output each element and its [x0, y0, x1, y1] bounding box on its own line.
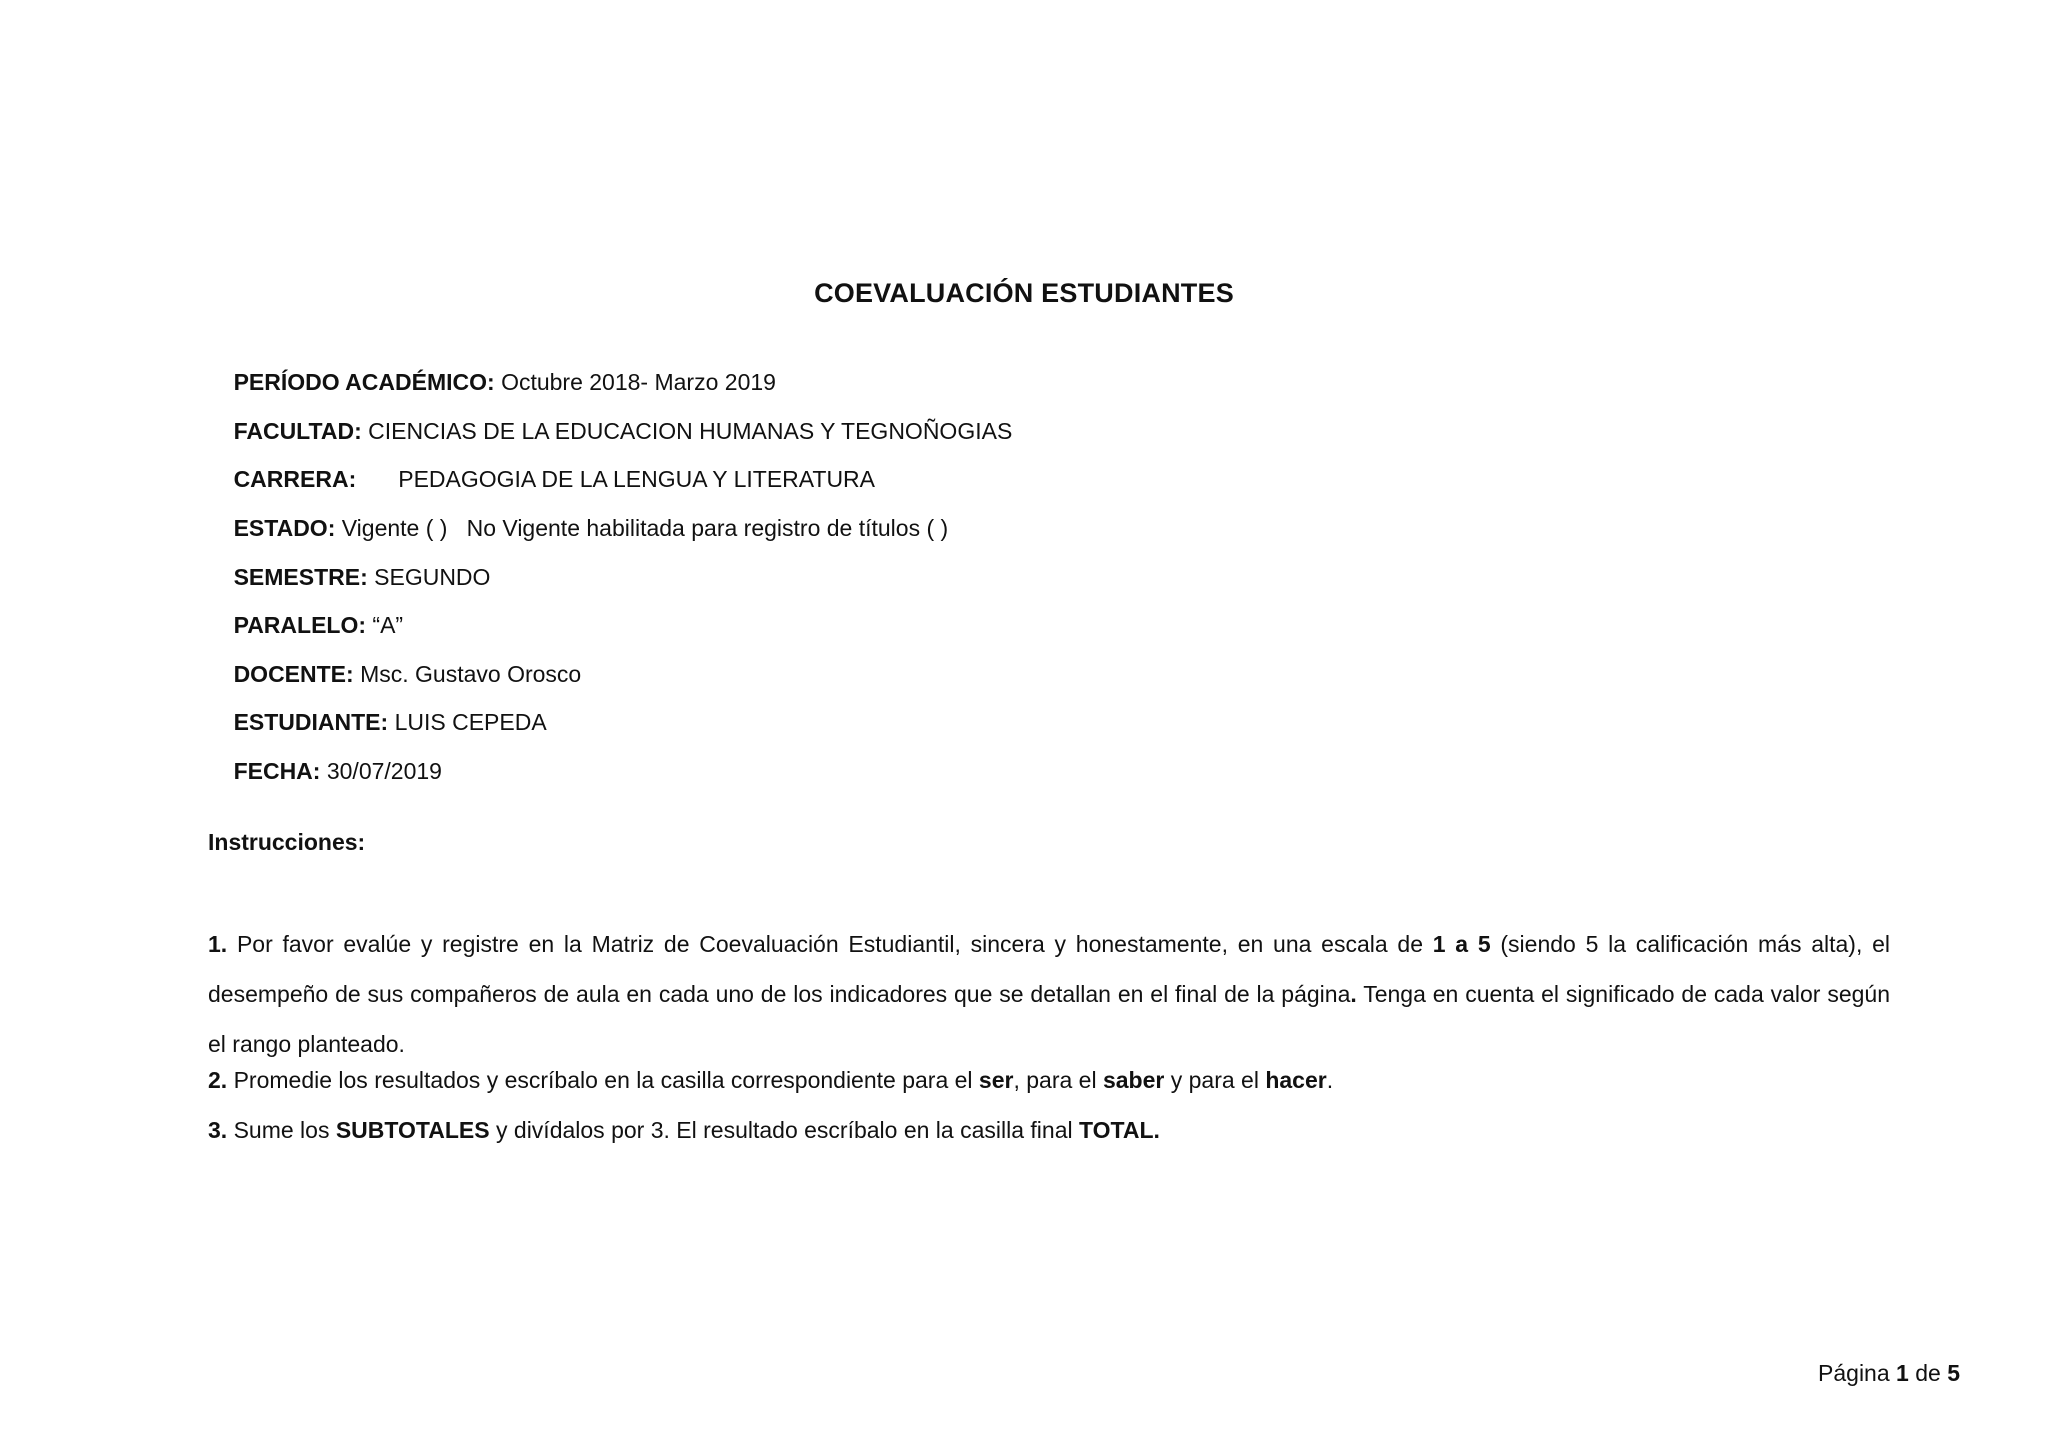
instruction-text: (siendo 5 la calificación más alta), el desempeño de sus compañeros de aula en cada uno de los indicadores que se detallan en el final de la página — [208, 931, 1891, 1007]
instructions-heading: Instrucciones: — [208, 829, 366, 855]
instruction-text: Sume los — [227, 1117, 336, 1143]
instruction-text: . — [1326, 1067, 1334, 1093]
page-number-footer — [1818, 1360, 1960, 1387]
field-label: FECHA: — [233, 758, 321, 784]
instruction-number: 2. — [208, 1067, 228, 1093]
instruction-number: 3. — [208, 1117, 228, 1143]
field-value: SEGUNDO — [374, 564, 491, 590]
field-value: CIENCIAS DE LA EDUCACION HUMANAS Y TEGNOÑOGIAS — [368, 418, 1013, 444]
instruction-text: , para el — [1013, 1067, 1103, 1093]
instruction-item-1 — [208, 919, 1890, 1069]
field-fecha — [208, 731, 442, 812]
field-label: PERÍODO ACADÉMICO: — [233, 369, 495, 395]
instruction-item-3 — [208, 1117, 1160, 1144]
field-label: ESTUDIANTE: — [233, 709, 389, 735]
instruction-text: Promedie los resultados y escríbalo en la casilla correspondiente para el — [227, 1067, 979, 1093]
field-label: PARALELO: — [233, 612, 367, 638]
instruction-emphasis: ser — [978, 1067, 1014, 1093]
instruction-text: Tenga en cuenta el significado de cada valor según el rango planteado. — [208, 981, 1890, 1057]
instruction-text: y para el — [1164, 1067, 1266, 1093]
field-value: 30/07/2019 — [326, 758, 442, 784]
instruction-emphasis: saber — [1102, 1067, 1165, 1093]
field-label: FACULTAD: — [233, 418, 362, 444]
field-value: Octubre 2018- Marzo 2019 — [501, 369, 776, 395]
field-value: Vigente ( ) No Vigente habilitada para registro de títulos ( ) — [341, 515, 949, 541]
field-label: SEMESTRE: — [233, 564, 368, 590]
instruction-emphasis: hacer — [1265, 1067, 1327, 1093]
page-number-total: 5 — [1947, 1360, 1960, 1386]
instruction-emphasis: 1 a 5 — [1432, 931, 1491, 957]
page-number-current: 1 — [1896, 1360, 1909, 1386]
instruction-text: Por favor evalúe y registre en la Matriz de Coevaluación Estudiantil, sincera y honestamente, en una escala de — [227, 931, 1433, 957]
instruction-emphasis: SUBTOTALES — [335, 1117, 490, 1143]
field-label: DOCENTE: — [233, 661, 354, 687]
field-value: PEDAGOGIA DE LA LENGUA Y LITERATURA — [398, 466, 876, 492]
field-label: ESTADO: — [233, 515, 336, 541]
field-value: LUIS CEPEDA — [394, 709, 547, 735]
instruction-emphasis: TOTAL. — [1079, 1117, 1160, 1143]
field-value: Msc. Gustavo Orosco — [360, 661, 582, 687]
instruction-emphasis: . — [1350, 981, 1357, 1007]
field-label: CARRERA: — [233, 466, 357, 492]
page-number-separator: de — [1908, 1360, 1948, 1386]
field-value: “A” — [372, 612, 404, 638]
page-number-prefix: Página — [1818, 1360, 1897, 1386]
page-title: COEVALUACIÓN ESTUDIANTES — [814, 278, 1234, 308]
instruction-text: y divídalos por 3. El resultado escríbalo en la casilla final — [489, 1117, 1079, 1143]
instruction-item-2 — [208, 1067, 1333, 1094]
instruction-number: 1. — [208, 931, 228, 957]
